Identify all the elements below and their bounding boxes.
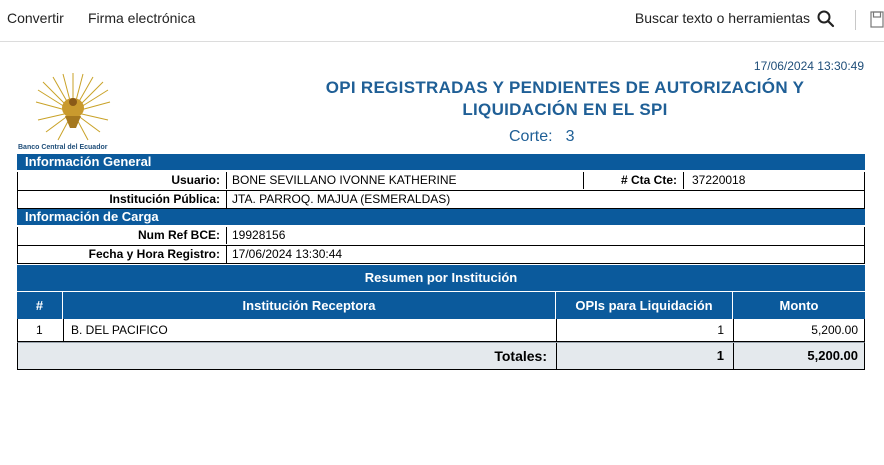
bank-logo [18,72,128,152]
e-signature-menu[interactable]: Firma electrónica [88,10,196,26]
bank-logo-text: Banco Central del Ecuador [18,144,108,151]
fecha-label: Fecha y Hora Registro: [88,247,220,261]
save-icon[interactable] [870,10,884,30]
totals-label: Totales: [18,343,557,369]
general-info-header: Información General [17,154,865,170]
col-amount: Monto [779,298,819,313]
usuario-label: Usuario: [171,173,220,187]
col-institution: Institución Receptora [63,292,556,319]
row-amount: 5,200.00 [811,323,858,337]
cta-label: # Cta Cte: [620,173,677,187]
totals-amount: 5,200.00 [807,348,858,363]
cta-value: 37220018 [692,173,746,187]
search-icon[interactable] [816,9,836,29]
ref-row [17,227,865,246]
ref-label: Num Ref BCE: [137,228,220,242]
row-opis: 1 [557,319,734,341]
col-num: # [17,292,63,319]
toolbar-divider [855,10,856,30]
corte-line [509,128,574,146]
convert-menu[interactable]: Convertir [7,10,64,26]
totals-row [17,342,865,370]
summary-table-header [17,292,865,319]
summary-header: Resumen por Institución [17,265,865,291]
institucion-row [17,191,865,209]
search-tools-label[interactable]: Buscar texto o herramientas [634,10,810,26]
report-title: OPI REGISTRADAS Y PENDIENTES DE AUTORIZACIÓN Y LIQUIDACIÓN EN EL SPI [325,78,805,119]
report-datetime: 17/06/2024 13:30:49 [753,59,864,73]
usuario-row [17,172,865,191]
col-opis: OPIs para Liquidación [556,292,733,319]
row-num: 1 [18,319,64,341]
corte-label: Corte: [509,128,553,145]
top-toolbar [0,0,884,42]
ref-value: 19928156 [232,228,286,242]
fecha-row [17,246,865,264]
load-info-header: Información de Carga [17,209,865,225]
table-row [17,319,865,342]
corte-value: 3 [565,128,575,145]
row-institution: B. DEL PACIFICO [64,319,557,341]
report-page [0,42,884,465]
institucion-label: Institución Pública: [109,192,220,206]
fecha-value: 17/06/2024 13:30:44 [232,247,343,261]
usuario-value: BONE SEVILLANO IVONNE KATHERINE [232,173,457,187]
institucion-value: JTA. PARROQ. MAJUA (ESMERALDAS) [232,192,451,206]
totals-opis: 1 [557,343,734,369]
